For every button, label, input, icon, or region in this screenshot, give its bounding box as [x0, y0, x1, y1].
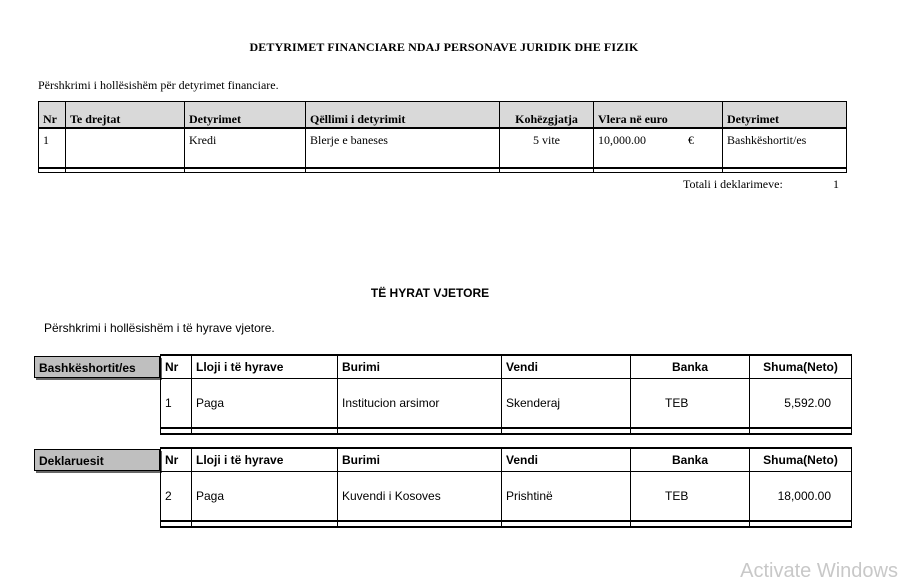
- col-header-banka: Banka: [631, 355, 750, 379]
- col-header-te-drejtat: Te drejtat: [66, 102, 185, 129]
- cell-qellimi: Blerje e baneses: [306, 128, 500, 168]
- cell-detyrimet2: Bashkëshortit/es: [723, 128, 847, 168]
- vlera-amount: 10,000.00: [598, 133, 646, 147]
- table-header-row: [39, 102, 847, 129]
- cell-banka: TEB: [631, 379, 750, 429]
- section1-description: Përshkrimi i hollësishëm për detyrimet financiare.: [38, 78, 279, 92]
- cell-lloji: Paga: [192, 379, 338, 429]
- currency-euro: €: [688, 133, 694, 147]
- cell-shuma: 5,592.00: [750, 379, 852, 429]
- cell-vendi: Skenderaj: [502, 379, 631, 429]
- section2-title: TË HYRAT VJETORE: [370, 286, 490, 300]
- col-header-qellimi: Qëllimi i detyrimit: [306, 102, 500, 129]
- col-header-detyrimet2: Detyrimet: [723, 102, 847, 129]
- cell-te-drejtat: [66, 128, 185, 168]
- col-header-burimi: Burimi: [338, 448, 502, 472]
- income-table-bashkeshortit: [160, 354, 852, 435]
- col-header-shuma: Shuma(Neto): [750, 448, 852, 472]
- cell-vendi: Prishtinë: [502, 472, 631, 522]
- totals-value: 1: [833, 177, 839, 191]
- col-header-nr: Nr: [39, 102, 66, 129]
- col-header-kohezgjatja: Kohëzgjatja: [500, 102, 594, 129]
- cell-banka: TEB: [631, 472, 750, 522]
- financial-obligations-table: [38, 101, 847, 173]
- table-spacer-row: [161, 428, 852, 434]
- col-header-lloji: Lloji i të hyrave: [192, 448, 338, 472]
- col-header-detyrimet: Detyrimet: [185, 102, 306, 129]
- table-spacer-row: [39, 168, 847, 173]
- col-header-nr: Nr: [161, 448, 192, 472]
- section1-title: DETYRIMET FINANCIARE NDAJ PERSONAVE JURIDIK DHE FIZIK: [249, 40, 639, 54]
- table-spacer-row: [161, 521, 852, 527]
- cell-nr: 2: [161, 472, 192, 522]
- table-row: [161, 472, 852, 522]
- group-label-deklaruesit: Deklaruesit: [34, 449, 160, 471]
- table-header-row: [161, 448, 852, 472]
- activate-windows-watermark: Activate Windows: [740, 560, 898, 582]
- cell-detyrimet: Kredi: [185, 128, 306, 168]
- col-header-vlera: Vlera në euro: [594, 102, 723, 129]
- table-row: [39, 128, 847, 168]
- col-header-banka: Banka: [631, 448, 750, 472]
- col-header-vendi: Vendi: [502, 355, 631, 379]
- col-header-lloji: Lloji i të hyrave: [192, 355, 338, 379]
- table-row: [161, 379, 852, 429]
- col-header-burimi: Burimi: [338, 355, 502, 379]
- col-header-shuma: Shuma(Neto): [750, 355, 852, 379]
- cell-lloji: Paga: [192, 472, 338, 522]
- col-header-vendi: Vendi: [502, 448, 631, 472]
- table-header-row: [161, 355, 852, 379]
- cell-burimi: Institucion arsimor: [338, 379, 502, 429]
- cell-burimi: Kuvendi i Kosoves: [338, 472, 502, 522]
- cell-kohezgjatja: 5 vite: [500, 128, 594, 168]
- cell-vlera: [594, 128, 723, 168]
- cell-shuma: 18,000.00: [750, 472, 852, 522]
- section2-description: Përshkrimi i hollësishëm i të hyrave vjetore.: [44, 321, 275, 335]
- group-label-bashkeshortit: Bashkëshortit/es: [34, 356, 160, 378]
- cell-nr: 1: [161, 379, 192, 429]
- totals-label: Totali i deklarimeve:: [683, 177, 783, 191]
- cell-nr: 1: [39, 128, 66, 168]
- col-header-nr: Nr: [161, 355, 192, 379]
- income-table-deklaruesit: [160, 447, 852, 528]
